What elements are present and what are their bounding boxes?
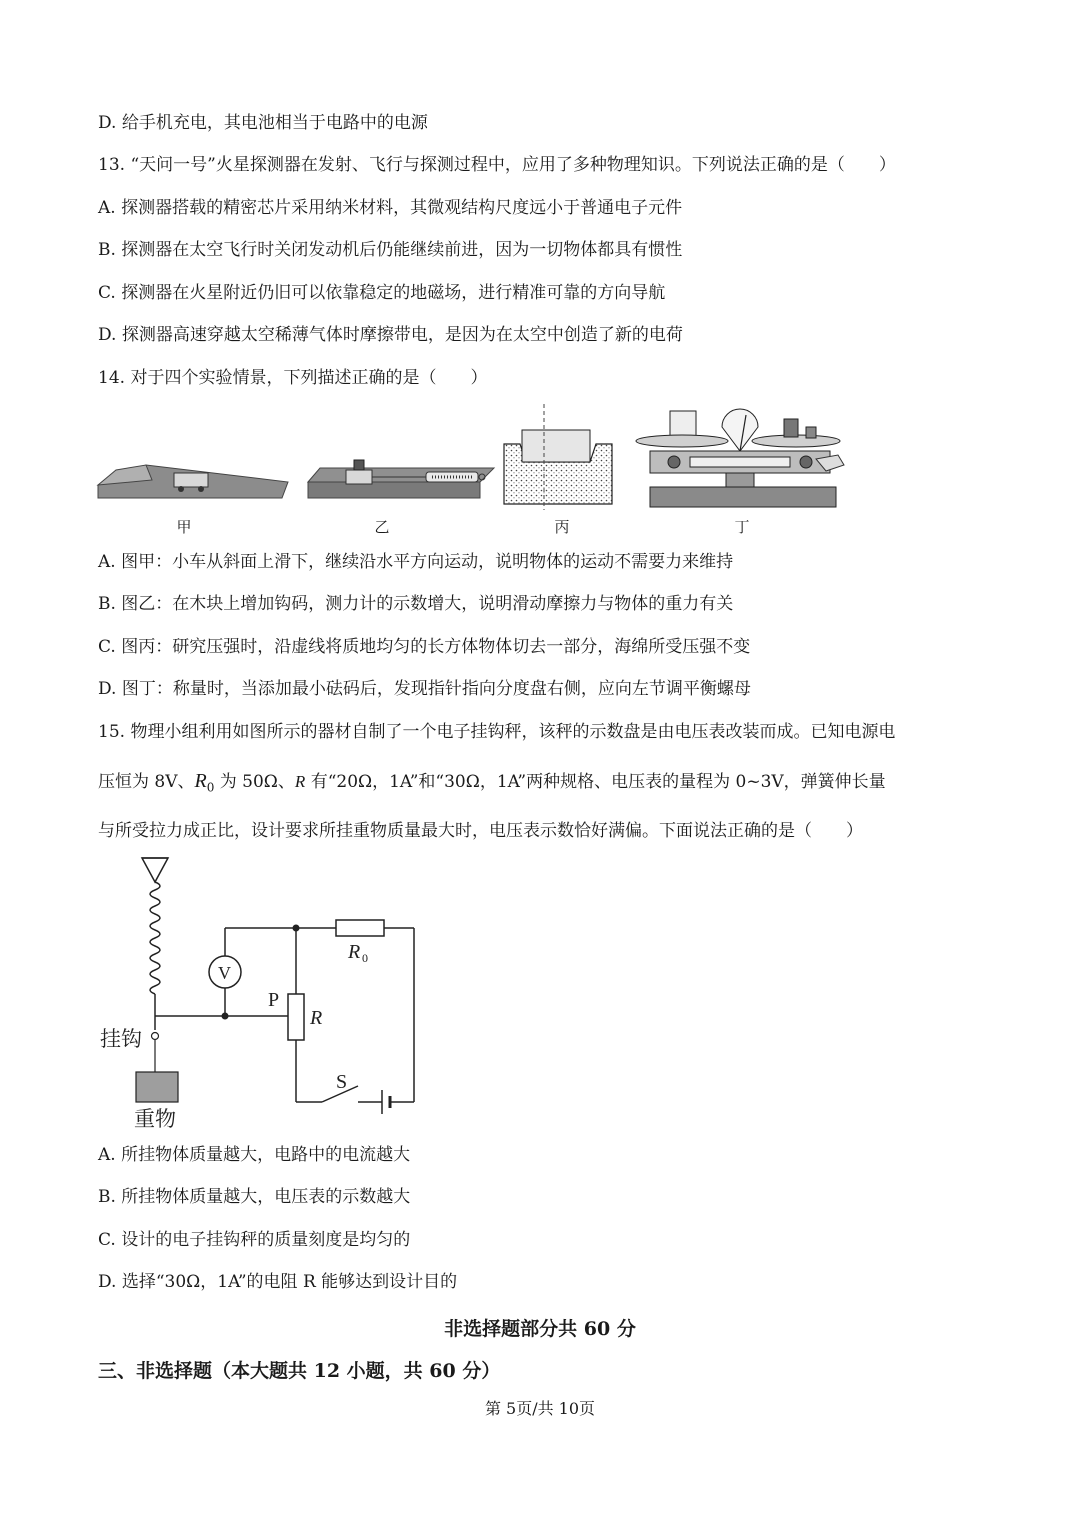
q13-option-c: C. 探测器在火星附近仍旧可以依靠稳定的地磁场，进行精准可靠的方向导航 bbox=[98, 283, 666, 303]
q13-stem: 13. “天问一号”火星探测器在发射、飞行与探测过程中，应用了多种物理知识。下列说法正确的是（ ） bbox=[98, 155, 896, 175]
part3-heading: 三、非选择题（本大题共 12 小题，共 60 分） bbox=[98, 1360, 501, 1382]
page-footer: 第 5页/共 10页 bbox=[484, 1399, 596, 1418]
q14-option-c: C. 图丙：研究压强时，沿虚线将质地均匀的长方体物体切去一部分，海绵所受压强不变 bbox=[98, 637, 751, 657]
q12-option-d: D. 给手机充电，其电池相当于电路中的电源 bbox=[98, 113, 428, 133]
q15-option-a: A. 所挂物体质量越大，电路中的电流越大 bbox=[98, 1145, 411, 1165]
q14-option-d: D. 图丁：称量时，当添加最小砝码后，发现指针指向分度盘右侧，应向左节调平衡螺母 bbox=[98, 679, 751, 699]
rheostat-label: R bbox=[310, 1007, 323, 1029]
q15-stem-text-b: 为 50Ω、 bbox=[214, 772, 295, 792]
q15-option-c: C. 设计的电子挂钩秤的质量刻度是均匀的 bbox=[98, 1230, 411, 1250]
figure-caption-bing: 丙 bbox=[554, 518, 570, 536]
q15-stem-line1: 15. 物理小组利用如图所示的器材自制了一个电子挂钩秤，该秤的示数盘是由电压表改装而成。已知电源电 bbox=[98, 722, 896, 742]
q15-stem-line2 bbox=[98, 770, 886, 798]
q15-option-d: D. 选择“30Ω，1A”的电阻 R 能够达到设计目的 bbox=[98, 1272, 458, 1292]
r0-subscript: 0 bbox=[362, 951, 368, 965]
figure-jia-incline-cart bbox=[96, 440, 296, 510]
q15-stem-r: R bbox=[294, 772, 306, 791]
figure-caption-jia: 甲 bbox=[176, 518, 192, 536]
q13-option-d: D. 探测器高速穿越太空稀薄气体时摩擦带电，是因为在太空中创造了新的电荷 bbox=[98, 325, 683, 345]
non-choice-heading: 非选择题部分共 60 分 bbox=[444, 1318, 636, 1340]
hook-label: 挂钩 bbox=[100, 1027, 142, 1051]
q13-option-a: A. 探测器搭载的精密芯片采用纳米材料，其微观结构尺度远小于普通电子元件 bbox=[98, 198, 683, 218]
q14-option-b: B. 图乙：在木块上增加钩码，测力计的示数增大，说明滑动摩擦力与物体的重力有关 bbox=[98, 594, 734, 614]
q15-stem-r0-sub: 0 bbox=[206, 780, 215, 795]
r0-label: R bbox=[348, 941, 361, 963]
figure-caption-ding: 丁 bbox=[734, 518, 750, 536]
q13-option-b: B. 探测器在太空飞行时关闭发动机后仍能继续前进，因为一切物体都具有惯性 bbox=[98, 240, 683, 260]
slider-label: P bbox=[268, 989, 280, 1011]
voltmeter-label: V bbox=[218, 963, 231, 983]
figure-ding-balance bbox=[630, 405, 850, 513]
q14-option-a: A. 图甲：小车从斜面上滑下，继续沿水平方向运动，说明物体的运动不需要力来维持 bbox=[98, 552, 734, 572]
q15-stem-line3: 与所受拉力成正比，设计要求所挂重物质量最大时，电压表示数恰好满偏。下面说法正确的是（ ） bbox=[98, 821, 863, 841]
q14-stem: 14. 对于四个实验情景，下列描述正确的是（ ） bbox=[98, 368, 488, 388]
q15-option-b: B. 所挂物体质量越大，电压表的示数越大 bbox=[98, 1187, 411, 1207]
q15-circuit-diagram bbox=[96, 852, 436, 1132]
figure-bing-pressure bbox=[500, 404, 615, 510]
switch-label: S bbox=[336, 1071, 348, 1093]
figure-yi-friction bbox=[304, 450, 494, 510]
figure-caption-yi: 乙 bbox=[374, 518, 390, 536]
q15-stem-text-c: 有“20Ω，1A”和“30Ω，1A”两种规格、电压表的量程为 0~3V，弹簧伸长量 bbox=[305, 772, 886, 792]
q15-stem-text-a: 压恒为 8V、 bbox=[98, 772, 195, 792]
q15-stem-r0: R bbox=[194, 770, 207, 792]
weight-label: 重物 bbox=[134, 1107, 176, 1131]
